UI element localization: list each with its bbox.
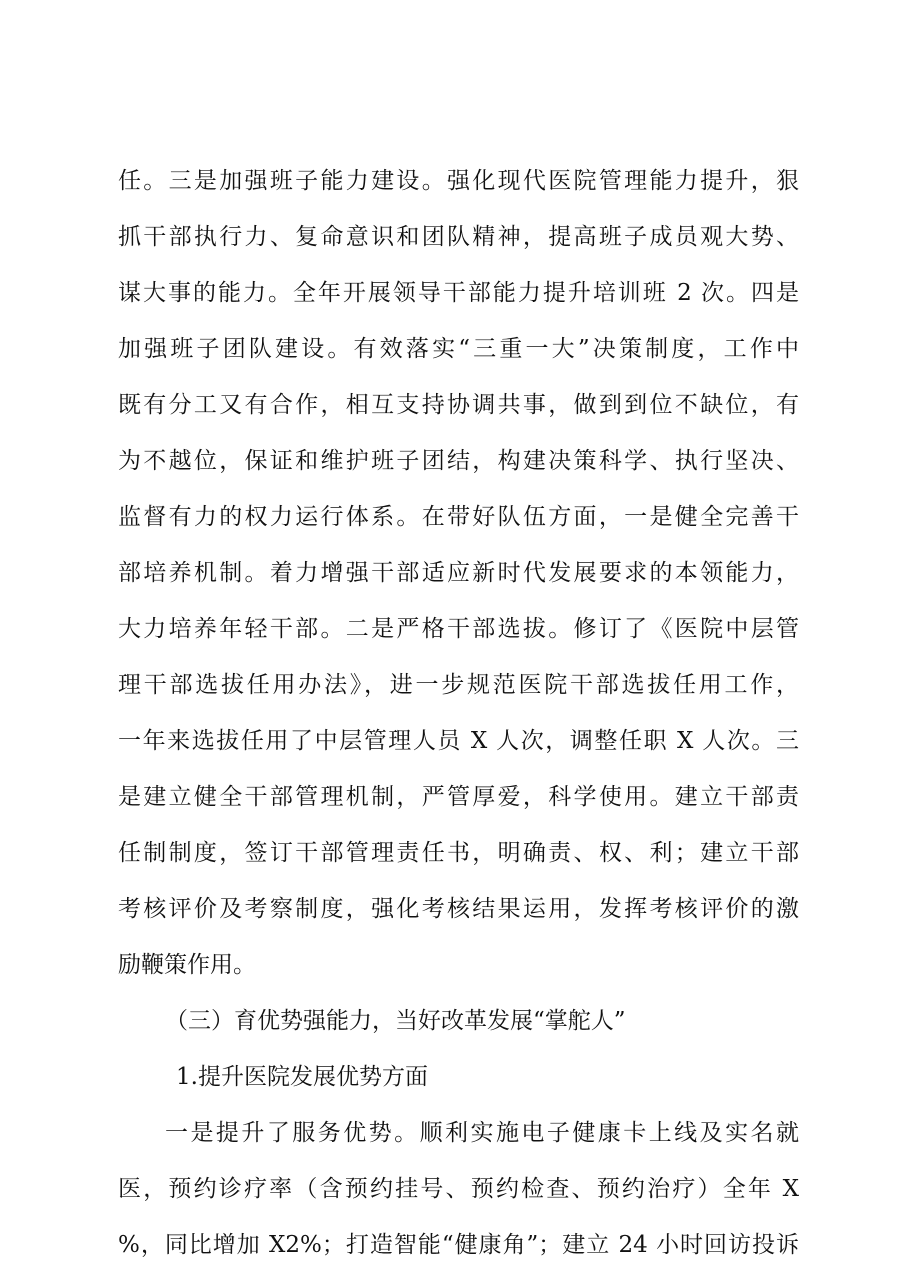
subsection-heading: 1.提升医院发展优势方面 xyxy=(176,1064,428,1090)
text-line: 一年来选拔任用了中层管理人员 X 人次，调整任职 X 人次。三 xyxy=(118,728,799,754)
section-heading: （三）育优势强能力，当好改革发展“掌舵人” xyxy=(165,1008,626,1034)
text-line: 考核评价及考察制度，强化考核结果运用，发挥考核评价的激 xyxy=(118,896,799,922)
text-line: 监督有力的权力运行体系。在带好队伍方面，一是健全完善干 xyxy=(118,504,799,530)
text-line: 任。三是加强班子能力建设。强化现代医院管理能力提升，狠 xyxy=(118,168,799,194)
text-line: 医，预约诊疗率（含预约挂号、预约检查、预约治疗）全年 X xyxy=(118,1176,799,1202)
text-line: 是建立健全干部管理机制，严管厚爱，科学使用。建立干部责 xyxy=(118,784,799,810)
text-line: %，同比增加 X2%；打造智能“健康角”；建立 24 小时回访投诉 xyxy=(118,1232,799,1258)
text-line: 励鞭策作用。 xyxy=(118,952,256,978)
text-line: 任制制度，签订干部管理责任书，明确责、权、利；建立干部 xyxy=(118,840,799,866)
text-line: 既有分工又有合作，相互支持协调共事，做到到位不缺位，有 xyxy=(118,392,799,418)
text-line: 大力培养年轻干部。二是严格干部选拔。修订了《医院中层管 xyxy=(118,616,799,642)
text-line: 理干部选拔任用办法》，进一步规范医院干部选拔任用工作， xyxy=(118,672,799,698)
text-line: 抓干部执行力、复命意识和团队精神，提高班子成员观大势、 xyxy=(118,224,799,250)
text-line: 谋大事的能力。全年开展领导干部能力提升培训班 2 次。四是 xyxy=(118,280,799,306)
text-line: 部培养机制。着力增强干部适应新时代发展要求的本领能力， xyxy=(118,560,799,586)
text-line: 加强班子团队建设。有效落实“三重一大”决策制度，工作中 xyxy=(118,336,799,362)
text-line: 为不越位，保证和维护班子团结，构建决策科学、执行坚决、 xyxy=(118,448,799,474)
text-line: 一是提升了服务优势。顺利实施电子健康卡上线及实名就 xyxy=(165,1120,799,1146)
